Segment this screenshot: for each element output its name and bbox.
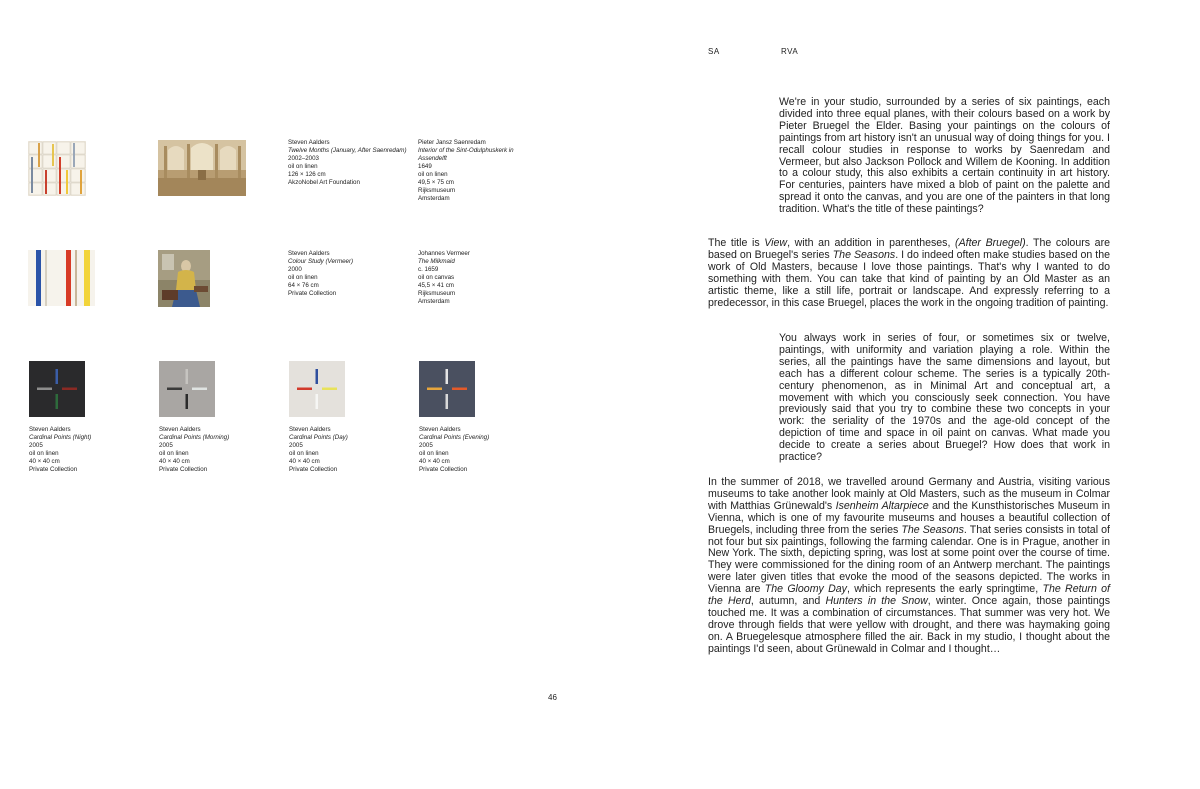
cardinal-points-morning-painting [159, 361, 215, 422]
caption-cardinal-points-morning: Steven Aalders Cardinal Points (Morning) 2005 oil on linen 40 × 40 cm Private Collection [159, 426, 230, 473]
caption-twelve-months: Steven Aalders Twelve Months (January, After Saenredam) 2002–2003 oil on linen 126 × 126 cm AkzoNobel Art Foundation [288, 139, 407, 186]
cardinal-points-night-painting [29, 361, 85, 422]
caption-colour-study-vermeer: Steven Aalders Colour Study (Vermeer) 2000 oil on linen 64 × 76 cm Private Collection [288, 250, 354, 297]
interview-question-1: We're in your studio, surrounded by a series of six paintings, each divided into three equal planes, with their colours based on a work by Pieter Bruegel the Elder. Basing your paintings on the colours of paintings from art history isn't an unusual way of doing things for you. I recall colour studies in response to works by Saenredam and Vermeer, but also Jackson Pollock and Willem de Kooning. In addition to a colour study, this also exhibits a certain continuity in art history. For centuries, painters have mixed a blob of paint on the palette and spread it onto the canvas, and you are one of the painters in that long tradition. What's the title of these paintings? [779, 96, 1110, 216]
running-header-left: SA [708, 47, 720, 56]
interview-question-2: You always work in series of four, or sometimes six or twelve, paintings, with uniformity and variation playing a role. Within the series, all the paintings have the same dimensions and layout, but each has a different colour scheme. The series is a typically 20th-century phenomenon, as in Minimal Art and conceptual art, a movement with which you consciously seek connection. You have previously said that you try to combine these two concepts in your work: the seriality of the 1970s and the age-old concept of the depiction of time and space in oil paint on canvas. What made you decide to create a series about Bruegel? How does that work in practice? [779, 332, 1110, 464]
caption-saenredam-interior: Pieter Jansz Saenredam Interior of the Sint-Odulphuskerk in Assendelft 1649 oil on linen 49,5 × 75 cm Rijksmuseum Amsterdam [418, 139, 514, 202]
vermeer-milkmaid-painting [158, 250, 210, 312]
caption-cardinal-points-night: Steven Aalders Cardinal Points (Night) 2005 oil on linen 40 × 40 cm Private Collection [29, 426, 92, 473]
saenredam-interior-painting [158, 140, 246, 201]
cardinal-points-day-painting [289, 361, 345, 422]
interview-answer-1: The title is View, with an addition in parentheses, (After Bruegel). The colours are based on Bruegel's series The Seasons. I do indeed often make studies based on the work of Old Masters, because I love those paintings. That's why I wanted to do something with them. You can take that kind of painting by an Old Master as an artistic theme, like a still life, portrait or landscape. And expressly referring to a predecessor, in this case Bruegel, places the work in the ongoing tradition of painting. [708, 237, 1110, 309]
page-number: 46 [548, 693, 557, 702]
caption-cardinal-points-day: Steven Aalders Cardinal Points (Day) 2005 oil on linen 40 × 40 cm Private Collection [289, 426, 348, 473]
caption-cardinal-points-evening: Steven Aalders Cardinal Points (Evening) 2005 oil on linen 40 × 40 cm Private Collection [419, 426, 490, 473]
cardinal-points-evening-painting [419, 361, 475, 422]
twelve-months-painting [28, 141, 86, 201]
running-header-right: RVA [781, 47, 799, 56]
interview-answer-2: In the summer of 2018, we travelled around Germany and Austria, visiting various museums to take another look mainly at Old Masters, such as the museum in Colmar with Matthias Grünewald's Isenheim Altarpiece and the Kunsthistorisches Museum in Vienna, which is one of my favourite museums and houses a beautiful collection of Bruegels, including three from the series The Seasons. That series consists in total of not four but six paintings, following the farming calendar. One is in Prague, another in New York. The sixth, depicting spring, was lost at some point over the course of time. They were commissioned for the dining room of an Antwerp merchant. The paintings were later given titles that evoke the mood of the seasons depicted. The works in Vienna are The Gloomy Day, which represents the early springtime, The Return of the Herd, autumn, and Hunters in the Snow, winter. Once again, those paintings touched me. It was a combination of circumstances. That summer was very hot. We drove through fields that were yellow with drought, and there was haymaking going on. A Bruegelesque atmosphere filled the air. Back in my studio, I thought about the paintings I'd seen, about Grünewald in Colmar and I thought… [708, 476, 1110, 655]
colour-study-vermeer-painting [28, 250, 95, 311]
caption-vermeer-milkmaid: Johannes Vermeer The Milkmaid c. 1659 oil on canvas 45,5 × 41 cm Rijksmuseum Amsterdam [418, 250, 470, 305]
